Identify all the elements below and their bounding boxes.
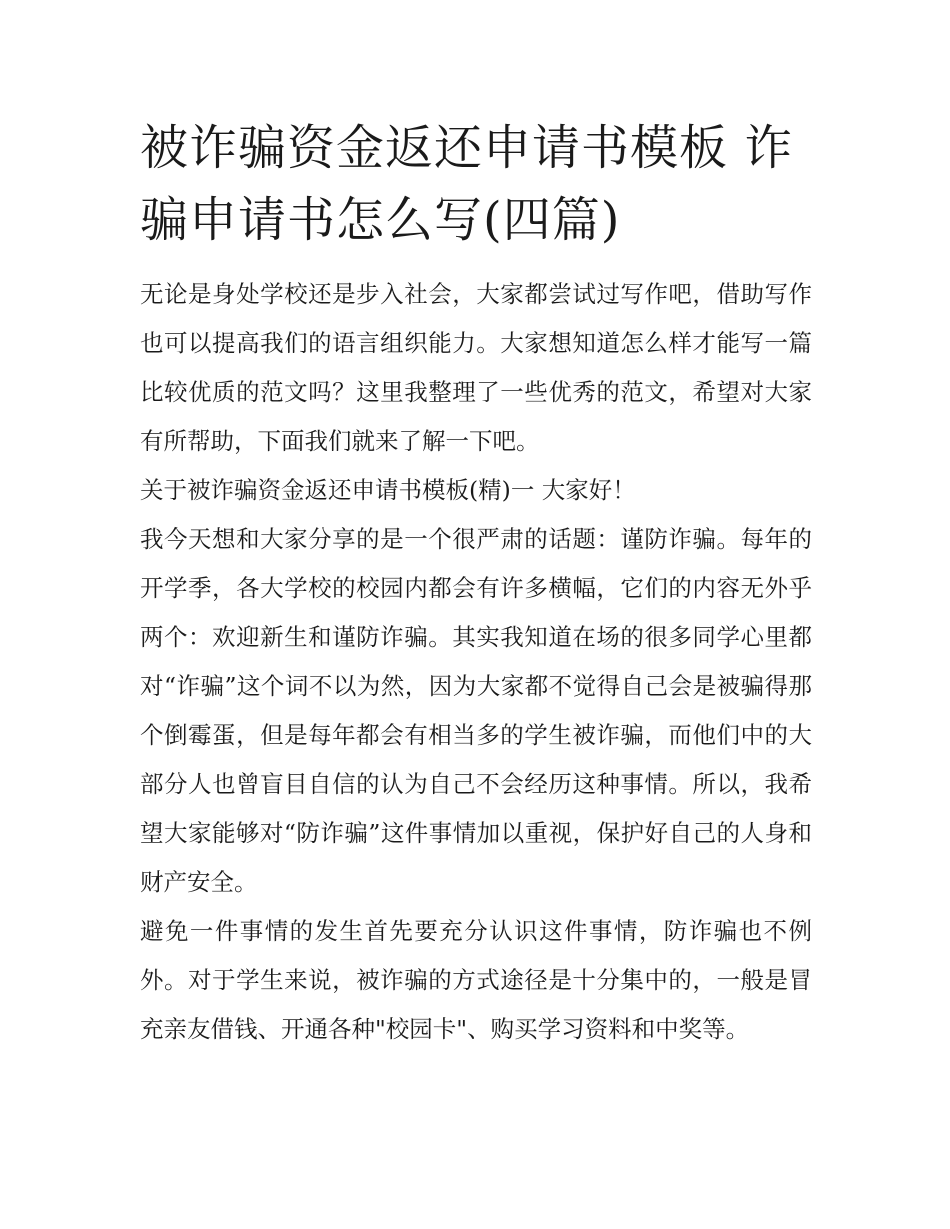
section-heading-paragraph: 关于被诈骗资金返还申请书模板(精)一 大家好！ — [140, 476, 636, 504]
body-paragraph: 我今天想和大家分享的是一个很严肃的话题：谨防诈骗。每年的开学季，各大学校的校园内都会有许多横幅，它们的内容无外乎两个：欢迎新生和谨防诈骗。其实我知道在场的很多同学心里都对“诈骗”这个词不以为然，因为大家都不觉得自己会是被骗得那个倒霉蛋，但是每年都会有相当多的学生被诈骗，而他们中的大部分人也曾盲目自信的认为自己不会经历这种事情。所以，我希望大家能够对“防诈骗”这件事情加以重视，保护好自己的人身和财产安全。 — [140, 525, 812, 896]
intro-paragraph: 无论是身处学校还是步入社会，大家都尝试过写作吧，借助写作也可以提高我们的语言组织能力。大家想知道怎么样才能写一篇比较优质的范文吗？这里我整理了一些优秀的范文，希望对大家有所帮助，下面我们就来了解一下吧。 — [140, 280, 812, 455]
document-title: 被诈骗资金返还申请书模板 诈骗申请书怎么写(四篇) — [140, 120, 794, 248]
document-body — [140, 112, 812, 1054]
body-paragraph: 避免一件事情的发生首先要充分认识这件事情，防诈骗也不例外。对于学生来说，被诈骗的方式途径是十分集中的，一般是冒充亲友借钱、开通各种"校园卡"、购买学习资料和中奖等。 — [140, 917, 812, 1043]
